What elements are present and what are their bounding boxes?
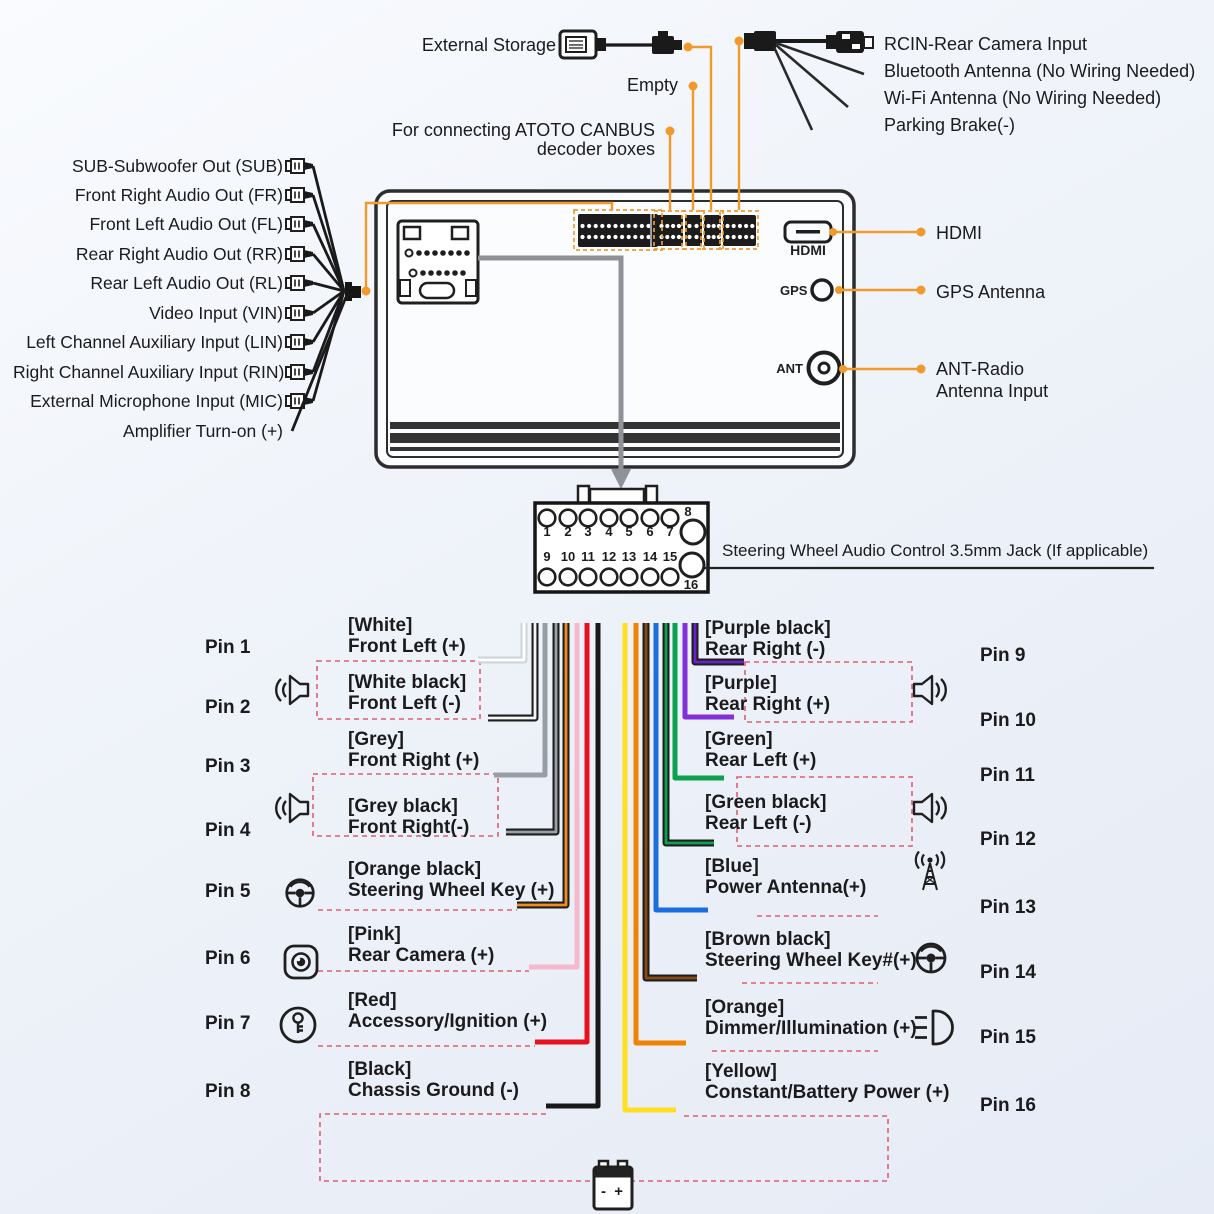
wire-color-label: [White] (348, 615, 413, 636)
connector-number: 13 (621, 549, 637, 564)
output-label: Rear Right Audio Out (RR) (75, 244, 283, 264)
pin-number: Pin 10 (980, 710, 1036, 731)
connector-number: 3 (584, 524, 592, 539)
speaker-icon (276, 676, 308, 704)
wire-function-label: Rear Left (+) (705, 750, 817, 771)
wire-function-label: Rear Right (-) (705, 639, 826, 660)
wire-color-label: [Pink] (348, 924, 401, 945)
ant-port-label: ANT (776, 361, 803, 376)
wire-function-label: Chassis Ground (-) (348, 1080, 520, 1101)
canbus-note-line2: decoder boxes (536, 139, 655, 159)
harness-wire-label: Parking Brake(-) (884, 115, 1016, 135)
output-label: Right Channel Auxiliary Input (RIN) (13, 362, 285, 382)
wire-color-label: [Black] (348, 1059, 412, 1080)
wire-color-label: [Purple black] (705, 618, 831, 639)
gps-antenna-callout-label: GPS Antenna (936, 282, 1046, 302)
harness-wire-label: RCIN-Rear Camera Input (884, 34, 1088, 54)
wire-color-label: [White black] (348, 672, 467, 693)
pin-number: Pin 15 (980, 1027, 1036, 1048)
pin-number: Pin 4 (205, 820, 251, 841)
rca-harness (286, 159, 361, 431)
output-label: Rear Left Audio Out (RL) (90, 273, 283, 293)
wire-function-label: Rear Right (+) (705, 694, 831, 715)
swc-jack-note: Steering Wheel Audio Control 3.5mm Jack (If applicable) (722, 541, 1149, 560)
connector-number: 5 (625, 524, 633, 539)
connector-number: 9 (543, 549, 551, 564)
pin-number: Pin 3 (205, 756, 251, 777)
usb-storage-icon (560, 31, 682, 58)
pin-number: Pin 8 (205, 1081, 251, 1102)
connector-number: 10 (560, 549, 576, 564)
pin-number: Pin 13 (980, 897, 1036, 918)
connector-number: 16 (683, 577, 699, 592)
output-label: Front Right Audio Out (FR) (74, 185, 283, 205)
output-label: Left Channel Auxiliary Input (LIN) (26, 332, 283, 352)
connector-number: 11 (581, 549, 595, 564)
wire-color-label: [Blue] (705, 856, 759, 877)
output-label: Amplifier Turn-on (+) (123, 421, 283, 441)
connector-number: 8 (684, 504, 692, 519)
wire-function-label: Front Right(-) (348, 817, 470, 838)
output-label: External Microphone Input (MIC) (30, 391, 283, 411)
connector-number: 1 (543, 524, 551, 539)
canbus-note-line1: For connecting ATOTO CANBUS (391, 120, 655, 140)
hdmi-callout-label: HDMI (936, 223, 982, 243)
harness-wire-label: Bluetooth Antenna (No Wiring Needed) (884, 61, 1196, 81)
wire-function-label: Constant/Battery Power (+) (705, 1082, 950, 1103)
wire-function-label: Rear Camera (+) (348, 945, 495, 966)
wire-function-label: Steering Wheel Key (+) (348, 880, 555, 901)
pin-number: Pin 16 (980, 1095, 1036, 1116)
wire-function-label: Power Antenna(+) (705, 877, 867, 898)
pin-number: Pin 14 (980, 962, 1036, 983)
external-storage-label: External Storage (421, 35, 556, 55)
steering-wheel-icon (287, 880, 314, 907)
headlight-icon (915, 1011, 953, 1044)
connector-number: 6 (646, 524, 654, 539)
pin-number: Pin 6 (205, 948, 251, 969)
output-label: SUB-Subwoofer Out (SUB) (71, 156, 283, 176)
pin-number: Pin 9 (980, 645, 1026, 666)
pin-number: Pin 2 (205, 697, 251, 718)
output-label: Front Left Audio Out (FL) (89, 214, 283, 234)
speaker-icon (914, 676, 946, 704)
wire-function-label: Dimmer/Illumination (+) (705, 1018, 917, 1039)
battery-terminal-signs: - + (601, 1183, 625, 1200)
pin-number: Pin 5 (205, 881, 251, 902)
empty-label: Empty (626, 75, 678, 95)
wire-color-label: [Purple] (705, 673, 777, 694)
gps-port-label: GPS (780, 283, 808, 298)
wire-color-label: [Grey] (348, 729, 404, 750)
wire-function-label: Steering Wheel Key#(+) (705, 950, 917, 971)
wire-function-label: Front Right (+) (348, 750, 480, 771)
pin-number: Pin 7 (205, 1013, 251, 1034)
connector-number: 14 (642, 549, 658, 564)
pin-number: Pin 1 (205, 637, 251, 658)
connector-number: 15 (662, 549, 678, 564)
ignition-icon (281, 1008, 315, 1042)
pin-number: Pin 11 (980, 765, 1035, 786)
wire-function-label: Rear Left (-) (705, 813, 812, 834)
pin-number: Pin 12 (980, 829, 1036, 850)
power-antenna-icon (916, 852, 944, 891)
harness-wire-label: Wi-Fi Antenna (No Wiring Needed) (884, 88, 1162, 108)
rear-camera-icon (285, 946, 317, 978)
speaker-icon (914, 794, 946, 822)
harness-connector (535, 486, 1154, 592)
wire-function-label: Accessory/Ignition (+) (348, 1011, 548, 1032)
wire-function-label: Front Left (-) (348, 693, 461, 714)
rear-harness-icon (744, 31, 873, 130)
wire-color-label: [Yellow] (705, 1061, 777, 1082)
ant-radio-callout-line1: ANT-Radio (936, 359, 1025, 379)
connector-number: 12 (601, 549, 617, 564)
wire-color-label: [Grey black] (348, 796, 458, 817)
wire-color-label: [Red] (348, 990, 397, 1011)
wire-color-label: [Green] (705, 729, 773, 750)
ant-radio-callout-line2: Antenna Input (936, 381, 1049, 401)
steering-wheel-icon (917, 944, 945, 972)
head-unit (376, 191, 854, 467)
wire-color-label: [Orange] (705, 997, 785, 1018)
connector-number: 7 (666, 524, 674, 539)
hdmi-port-label: HDMI (790, 242, 826, 258)
connector-number: 4 (605, 524, 613, 539)
wire-function-label: Front Left (+) (348, 636, 466, 657)
wire-color-label: [Orange black] (348, 859, 482, 880)
connector-number: 2 (564, 524, 572, 539)
output-label: Video Input (VIN) (149, 303, 283, 323)
speaker-icon (276, 794, 308, 822)
wire-color-label: [Brown black] (705, 929, 831, 950)
wire-color-label: [Green black] (705, 792, 827, 813)
